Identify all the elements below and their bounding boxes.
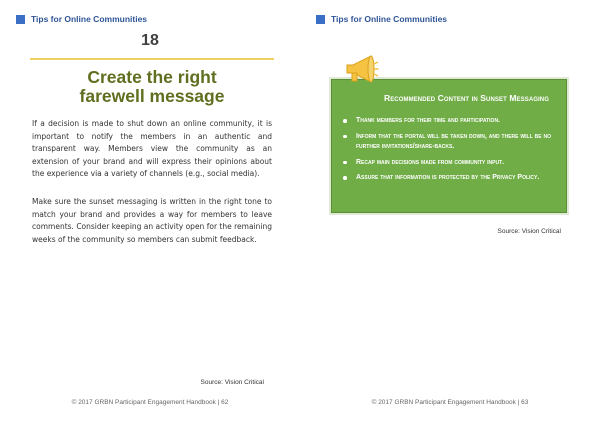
bullet-item (340, 132, 562, 153)
header-square-icon (16, 15, 25, 24)
box-title-text: Recommended Content in Sunset Messaging (383, 93, 549, 103)
bullet-text: Assure that information is protected by the Privacy Policy. (356, 174, 540, 181)
bullet-text: Recap main decisions made from community input. (356, 158, 505, 166)
title-line-1: Create the right (87, 67, 217, 87)
right-page-header (316, 14, 447, 24)
bullet-list (340, 116, 562, 189)
bullet-item (340, 158, 562, 169)
megaphone-icon (343, 54, 379, 84)
body-paragraph-1: If a decision is made to shut down an online community, it is important to notify the members in an authentic and transparent way. Members view the community as an extension of your brand and will express their opinions about the experience via a variety of channels (e.g., social media). (32, 119, 272, 179)
left-footer: © 2017 GRBN Participant Engagement Handbook | 62 (71, 399, 229, 406)
right-footer: © 2017 GRBN Participant Engagement Handbook | 63 (371, 399, 529, 406)
left-source-note: Source: Vision Critical (200, 379, 264, 386)
page-title (30, 68, 274, 106)
body-paragraph-2: Make sure the sunset messaging is written in the right tone to match your brand and provides a way for members to leave comments. Consider keeping an activity open for the remaining weeks of the community so members can submit feedback. (32, 197, 272, 244)
bullet-text: Inform that the portal will be taken down, and there will be no further invitations/share-backs. (356, 132, 551, 150)
left-page-header (16, 14, 147, 24)
right-page (300, 0, 600, 424)
title-line-2: farewell message (79, 86, 225, 106)
box-title (332, 93, 566, 103)
right-source-note: Source: Vision Critical (497, 228, 561, 235)
bullet-item (340, 116, 562, 127)
right-header-text: Tips for Online Communities (331, 14, 448, 24)
header-square-icon (316, 15, 325, 24)
left-header-text: Tips for Online Communities (31, 14, 148, 24)
tip-number: 18 (141, 32, 159, 49)
title-divider (30, 58, 274, 60)
bullet-text: Thank members for their time and participation. (356, 117, 500, 124)
bullet-item (340, 173, 562, 184)
recommended-content-box (331, 79, 567, 213)
